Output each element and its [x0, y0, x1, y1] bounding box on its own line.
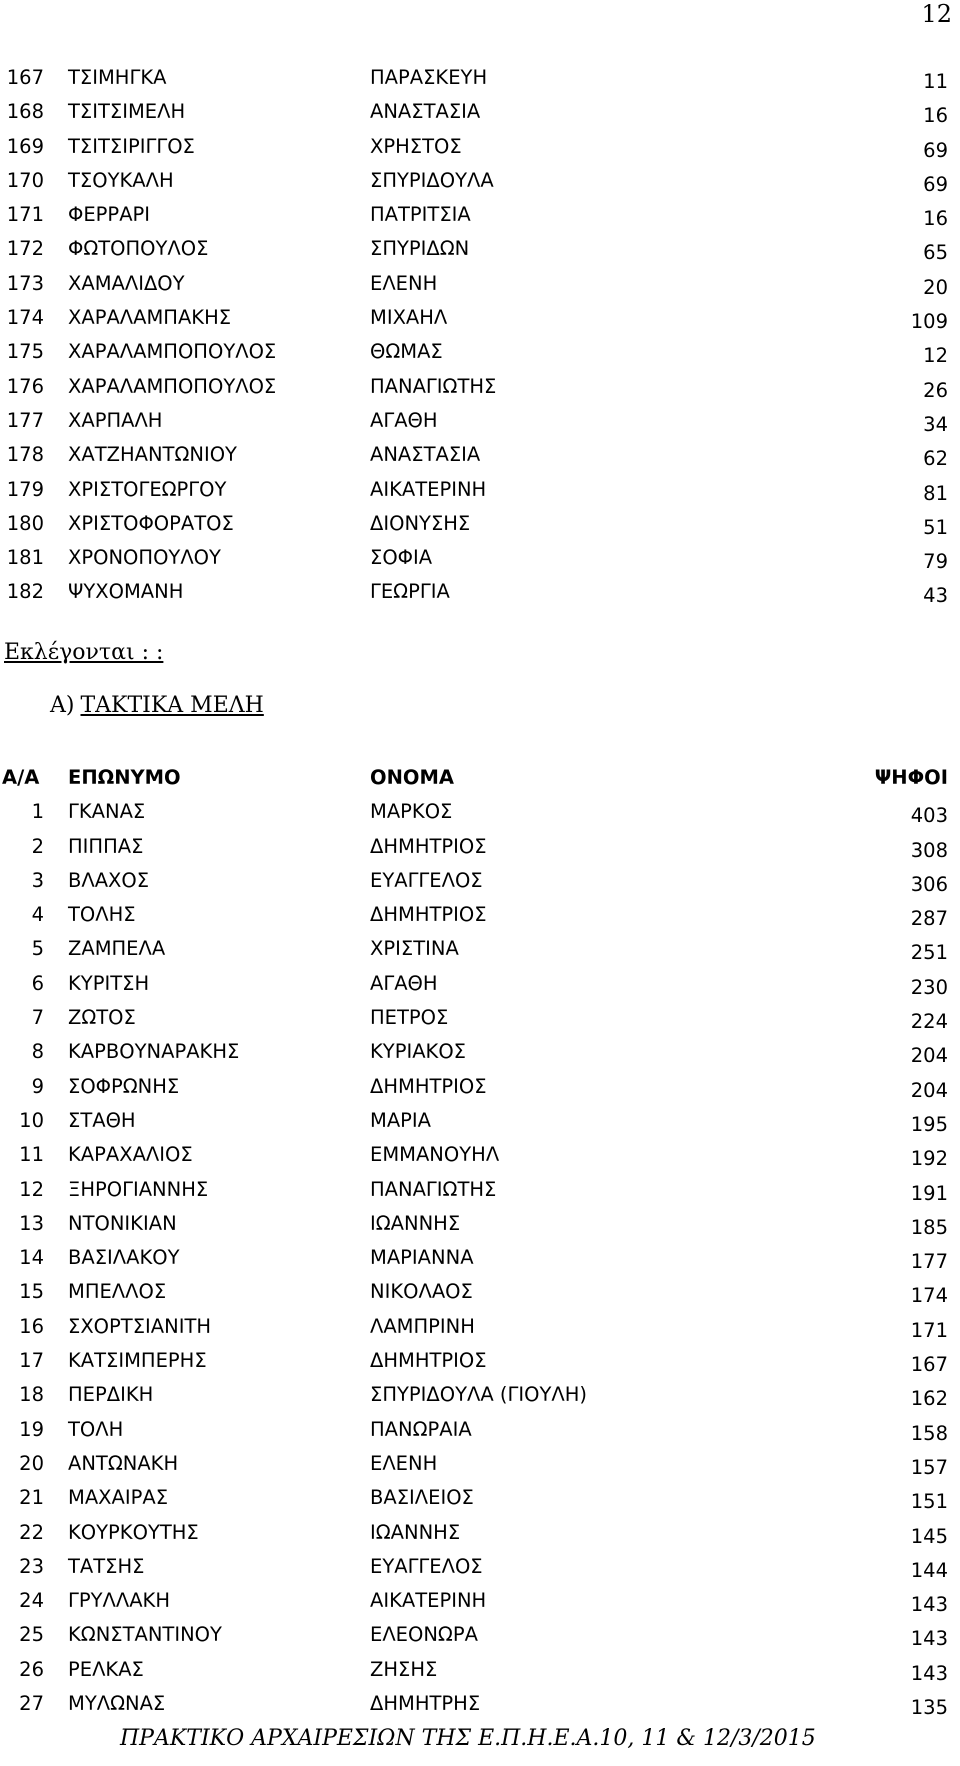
- row-name: ΝΙΚΟΛΑΟΣ: [370, 1280, 473, 1304]
- row-votes: 69: [923, 138, 948, 162]
- table-row: [0, 574, 960, 608]
- table-row: [0, 1240, 960, 1274]
- row-number: 6: [31, 971, 44, 995]
- table-row: [0, 300, 960, 334]
- row-votes: 135: [910, 1696, 948, 1720]
- section-title: [50, 693, 264, 718]
- row-votes: 403: [910, 804, 948, 828]
- table-row: [0, 1034, 960, 1068]
- row-number: 172: [6, 237, 44, 261]
- table-row: [0, 1652, 960, 1686]
- row-number: 14: [19, 1246, 44, 1270]
- row-name: ΠΑΝΑΓΙΩΤΗΣ: [370, 374, 497, 398]
- row-votes: 65: [923, 241, 948, 265]
- row-name: ΔΗΜΗΤΡΙΟΣ: [370, 1349, 487, 1373]
- row-name: ΔΗΜΗΤΡΗΣ: [370, 1692, 481, 1716]
- row-surname: ΚΟΥΡΚΟΥΤΗΣ: [68, 1520, 199, 1544]
- row-number: 22: [19, 1520, 44, 1544]
- row-surname: ΓΚΑΝΑΣ: [68, 800, 146, 824]
- row-number: 173: [6, 271, 44, 295]
- table-row: [0, 1617, 960, 1651]
- table-row: [0, 369, 960, 403]
- row-surname: ΚΑΤΣΙΜΠΕΡΗΣ: [68, 1349, 207, 1373]
- row-votes: 145: [910, 1524, 948, 1548]
- row-name: ΑΝΑΣΤΑΣΙΑ: [370, 100, 481, 124]
- row-number: 21: [19, 1486, 44, 1510]
- row-votes: 143: [910, 1593, 948, 1617]
- row-number: 1: [31, 800, 44, 824]
- row-name: ΒΑΣΙΛΕΙΟΣ: [370, 1486, 474, 1510]
- row-surname: ΝΤΟΝΙΚΙΑΝ: [68, 1211, 177, 1235]
- header-num: Α/Α: [2, 766, 40, 789]
- row-votes: 306: [910, 872, 948, 896]
- row-number: 20: [19, 1451, 44, 1475]
- row-votes: 230: [910, 975, 948, 999]
- table-row: [0, 437, 960, 471]
- row-surname: ΤΟΛΗ: [68, 1417, 124, 1441]
- row-votes: 20: [923, 275, 948, 299]
- row-votes: 195: [910, 1112, 948, 1136]
- row-name: ΜΑΡΙΑ: [370, 1108, 432, 1132]
- row-surname: ΚΑΡΒΟΥΝΑΡΑΚΗΣ: [68, 1040, 240, 1064]
- row-votes: 143: [910, 1661, 948, 1685]
- row-votes: 204: [910, 1078, 948, 1102]
- row-surname: ΦΩΤΟΠΟΥΛΟΣ: [68, 237, 209, 261]
- row-name: ΠΕΤΡΟΣ: [370, 1006, 449, 1030]
- row-name: ΔΗΜΗΤΡΙΟΣ: [370, 834, 487, 858]
- table-row: [0, 1309, 960, 1343]
- row-number: 177: [6, 408, 44, 432]
- row-number: 178: [6, 443, 44, 467]
- row-number: 12: [19, 1177, 44, 1201]
- row-name: ΑΙΚΑΤΕΡΙΝΗ: [370, 477, 487, 501]
- row-name: ΔΙΟΝΥΣΗΣ: [370, 511, 471, 535]
- row-number: 11: [19, 1143, 44, 1167]
- row-name: ΖΗΣΗΣ: [370, 1657, 438, 1681]
- table-row: [0, 1103, 960, 1137]
- row-votes: 171: [910, 1318, 948, 1342]
- row-number: 17: [19, 1349, 44, 1373]
- table-row: [0, 1480, 960, 1514]
- row-surname: ΖΑΜΠΕΛΑ: [68, 937, 166, 961]
- table-row: [0, 829, 960, 863]
- row-surname: ΧΑΡΠΑΛΗ: [68, 408, 163, 432]
- table-row: [0, 60, 960, 94]
- section-name: ΤΑΚΤΙΚΑ ΜΕΛΗ: [80, 693, 264, 718]
- row-votes: 144: [910, 1558, 948, 1582]
- row-name: ΜΑΡΚΟΣ: [370, 800, 453, 824]
- table-row: [0, 1412, 960, 1446]
- table-row: [0, 231, 960, 265]
- row-surname: ΤΟΛΗΣ: [68, 903, 136, 927]
- row-votes: 162: [910, 1387, 948, 1411]
- row-votes: 251: [910, 941, 948, 965]
- row-number: 15: [19, 1280, 44, 1304]
- row-votes: 167: [910, 1353, 948, 1377]
- row-name: ΛΑΜΠΡΙΝΗ: [370, 1314, 475, 1338]
- row-surname: ΤΣΟΥΚΑΛΗ: [68, 168, 174, 192]
- table-row: [0, 1172, 960, 1206]
- row-votes: 109: [910, 310, 948, 334]
- row-surname: ΡΕΛΚΑΣ: [68, 1657, 144, 1681]
- row-surname: ΧΡΟΝΟΠΟΥΛΟΥ: [68, 546, 221, 570]
- header-surname: ΕΠΩΝΥΜΟ: [68, 766, 181, 789]
- row-number: 170: [6, 168, 44, 192]
- table-row: [0, 1686, 960, 1720]
- table-row: [0, 129, 960, 163]
- row-surname: ΨΥΧΟΜΑΝΗ: [68, 580, 184, 604]
- row-name: ΣΠΥΡΙΔΟΥΛΑ (ΓΙΟΥΛΗ): [370, 1383, 587, 1407]
- row-name: ΕΛΕΟΝΩΡΑ: [370, 1623, 478, 1647]
- row-name: ΚΥΡΙΑΚΟΣ: [370, 1040, 467, 1064]
- table-row: [0, 1343, 960, 1377]
- header-votes: ΨΗΦΟΙ: [874, 766, 948, 789]
- row-number: 167: [6, 66, 44, 89]
- row-surname: ΧΡΙΣΤΟΦΟΡΑΤΟΣ: [68, 511, 234, 535]
- table-row: [0, 403, 960, 437]
- row-number: 19: [19, 1417, 44, 1441]
- row-surname: ΑΝΤΩΝΑΚΗ: [68, 1451, 179, 1475]
- row-surname: ΜΥΛΩΝΑΣ: [68, 1692, 166, 1716]
- row-votes: 12: [923, 344, 948, 368]
- row-surname: ΦΕΡΡΑΡΙ: [68, 203, 151, 227]
- row-name: ΙΩΑΝΝΗΣ: [370, 1211, 461, 1235]
- row-number: 26: [19, 1657, 44, 1681]
- row-number: 171: [6, 203, 44, 227]
- row-votes: 51: [923, 515, 948, 539]
- elected-title: Εκλέγονται : :: [4, 640, 164, 665]
- row-number: 4: [31, 903, 44, 927]
- table-row: [0, 966, 960, 1000]
- row-surname: ΚΑΡΑΧΑΛΙΟΣ: [68, 1143, 193, 1167]
- row-surname: ΧΑΡΑΛΑΜΠΟΠΟΥΛΟΣ: [68, 340, 277, 364]
- table-row: [0, 931, 960, 965]
- row-surname: ΚΩΝΣΤΑΝΤΙΝΟΥ: [68, 1623, 222, 1647]
- row-number: 25: [19, 1623, 44, 1647]
- row-number: 23: [19, 1554, 44, 1578]
- row-name: ΣΟΦΙΑ: [370, 546, 433, 570]
- row-votes: 158: [910, 1421, 948, 1445]
- row-name: ΜΙΧΑΗΛ: [370, 306, 448, 330]
- table-row: [0, 1137, 960, 1171]
- row-votes: 177: [910, 1250, 948, 1274]
- row-surname: ΓΡΥΛΛΑΚΗ: [68, 1589, 171, 1613]
- table-row: [0, 1377, 960, 1411]
- row-votes: 287: [910, 907, 948, 931]
- row-name: ΙΩΑΝΝΗΣ: [370, 1520, 461, 1544]
- table-row: [0, 197, 960, 231]
- row-surname: ΧΑΤΖΗΑΝΤΩΝΙΟΥ: [68, 443, 237, 467]
- row-votes: 174: [910, 1284, 948, 1308]
- row-surname: ΜΑΧΑΙΡΑΣ: [68, 1486, 169, 1510]
- row-number: 2: [31, 834, 44, 858]
- continued-candidates-list: [0, 60, 960, 609]
- row-surname: ΖΩΤΟΣ: [68, 1006, 136, 1030]
- row-name: ΘΩΜΑΣ: [370, 340, 443, 364]
- row-surname: ΒΛΑΧΟΣ: [68, 868, 150, 892]
- table-row: [0, 540, 960, 574]
- table-row: [0, 1583, 960, 1617]
- row-votes: 143: [910, 1627, 948, 1651]
- row-surname: ΠΙΠΠΑΣ: [68, 834, 144, 858]
- row-votes: 43: [923, 584, 948, 608]
- row-surname: ΤΣΙΜΗΓΚΑ: [68, 66, 167, 89]
- row-surname: ΜΠΕΛΛΟΣ: [68, 1280, 167, 1304]
- row-votes: 34: [923, 412, 948, 436]
- table-row: [0, 897, 960, 931]
- row-number: 8: [31, 1040, 44, 1064]
- row-number: 175: [6, 340, 44, 364]
- row-name: ΠΑΝΩΡΑΙΑ: [370, 1417, 472, 1441]
- row-surname: ΧΑΡΑΛΑΜΠΑΚΗΣ: [68, 306, 232, 330]
- section-letter: Α): [50, 693, 75, 718]
- table-row: [0, 1069, 960, 1103]
- row-number: 174: [6, 306, 44, 330]
- row-surname: ΧΡΙΣΤΟΓΕΩΡΓΟΥ: [68, 477, 227, 501]
- table-row: [0, 1515, 960, 1549]
- row-votes: 185: [910, 1215, 948, 1239]
- row-surname: ΣΤΑΘΗ: [68, 1108, 136, 1132]
- row-name: ΑΓΑΘΗ: [370, 971, 438, 995]
- members-table: [0, 760, 960, 1720]
- row-name: ΧΡΙΣΤΙΝΑ: [370, 937, 459, 961]
- page-number: 12: [921, 0, 952, 28]
- row-votes: 224: [910, 1010, 948, 1034]
- table-row: [0, 1000, 960, 1034]
- row-name: ΕΥΑΓΓΕΛΟΣ: [370, 868, 483, 892]
- row-name: ΑΝΑΣΤΑΣΙΑ: [370, 443, 481, 467]
- footer-text: ΠΡΑΚΤΙΚΟ ΑΡΧΑΙΡΕΣΙΩΝ ΤΗΣ Ε.Π.Η.Ε.Α.10, 11 & 12/3/2015: [120, 1726, 816, 1751]
- row-name: ΕΛΕΝΗ: [370, 1451, 438, 1475]
- row-name: ΑΙΚΑΤΕΡΙΝΗ: [370, 1589, 487, 1613]
- row-votes: 79: [923, 550, 948, 574]
- row-votes: 16: [923, 104, 948, 128]
- table-row: [0, 794, 960, 828]
- row-votes: 11: [923, 70, 948, 93]
- row-surname: ΠΕΡΔΙΚΗ: [68, 1383, 154, 1407]
- row-number: 9: [31, 1074, 44, 1098]
- row-number: 179: [6, 477, 44, 501]
- row-name: ΧΡΗΣΤΟΣ: [370, 134, 462, 158]
- row-name: ΕΥΑΓΓΕΛΟΣ: [370, 1554, 483, 1578]
- row-surname: ΞΗΡΟΓΙΑΝΝΗΣ: [68, 1177, 209, 1201]
- row-votes: 69: [923, 172, 948, 196]
- table-row: [0, 94, 960, 128]
- row-number: 10: [19, 1108, 44, 1132]
- row-number: 16: [19, 1314, 44, 1338]
- row-votes: 308: [910, 838, 948, 862]
- row-name: ΕΜΜΑΝΟΥΗΛ: [370, 1143, 500, 1167]
- table-row: [0, 506, 960, 540]
- row-surname: ΣΧΟΡΤΣΙΑΝΙΤΗ: [68, 1314, 212, 1338]
- row-surname: ΧΑΜΑΛΙΔΟΥ: [68, 271, 185, 295]
- row-votes: 26: [923, 378, 948, 402]
- row-number: 182: [6, 580, 44, 604]
- row-surname: ΚΥΡΙΤΣΗ: [68, 971, 150, 995]
- table-row: [0, 163, 960, 197]
- row-number: 13: [19, 1211, 44, 1235]
- row-number: 168: [6, 100, 44, 124]
- row-name: ΠΑΡΑΣΚΕΥΗ: [370, 66, 488, 89]
- table-row: [0, 1446, 960, 1480]
- row-name: ΣΠΥΡΙΔΟΥΛΑ: [370, 168, 494, 192]
- row-number: 176: [6, 374, 44, 398]
- row-votes: 204: [910, 1044, 948, 1068]
- row-surname: ΤΣΙΤΣΙΜΕΛΗ: [68, 100, 186, 124]
- row-number: 7: [31, 1006, 44, 1030]
- row-number: 18: [19, 1383, 44, 1407]
- table-row: [0, 472, 960, 506]
- row-number: 24: [19, 1589, 44, 1613]
- row-name: ΠΑΝΑΓΙΩΤΗΣ: [370, 1177, 497, 1201]
- table-row: [0, 334, 960, 368]
- table-row: [0, 863, 960, 897]
- row-number: 169: [6, 134, 44, 158]
- row-name: ΣΠΥΡΙΔΩΝ: [370, 237, 470, 261]
- row-votes: 192: [910, 1147, 948, 1171]
- row-surname: ΣΟΦΡΩΝΗΣ: [68, 1074, 180, 1098]
- row-number: 27: [19, 1692, 44, 1716]
- row-surname: ΤΑΤΣΗΣ: [68, 1554, 145, 1578]
- table-row: [0, 1274, 960, 1308]
- row-number: 3: [31, 868, 44, 892]
- row-surname: ΤΣΙΤΣΙΡΙΓΓΟΣ: [68, 134, 195, 158]
- row-surname: ΧΑΡΑΛΑΜΠΟΠΟΥΛΟΣ: [68, 374, 277, 398]
- row-name: ΔΗΜΗΤΡΙΟΣ: [370, 1074, 487, 1098]
- row-name: ΜΑΡΙΑΝΝΑ: [370, 1246, 474, 1270]
- row-name: ΑΓΑΘΗ: [370, 408, 438, 432]
- header-name: ΟΝΟΜΑ: [370, 766, 454, 789]
- table-header-row: [0, 760, 960, 794]
- row-number: 181: [6, 546, 44, 570]
- row-votes: 62: [923, 447, 948, 471]
- row-votes: 16: [923, 207, 948, 231]
- row-votes: 157: [910, 1455, 948, 1479]
- row-name: ΠΑΤΡΙΤΣΙΑ: [370, 203, 471, 227]
- row-number: 180: [6, 511, 44, 535]
- row-surname: ΒΑΣΙΛΑΚΟΥ: [68, 1246, 180, 1270]
- row-number: 5: [31, 937, 44, 961]
- row-name: ΔΗΜΗΤΡΙΟΣ: [370, 903, 487, 927]
- row-votes: 81: [923, 481, 948, 505]
- row-votes: 151: [910, 1490, 948, 1514]
- table-row: [0, 1206, 960, 1240]
- row-name: ΕΛΕΝΗ: [370, 271, 438, 295]
- row-votes: 191: [910, 1181, 948, 1205]
- table-row: [0, 266, 960, 300]
- table-row: [0, 1549, 960, 1583]
- row-name: ΓΕΩΡΓΙΑ: [370, 580, 450, 604]
